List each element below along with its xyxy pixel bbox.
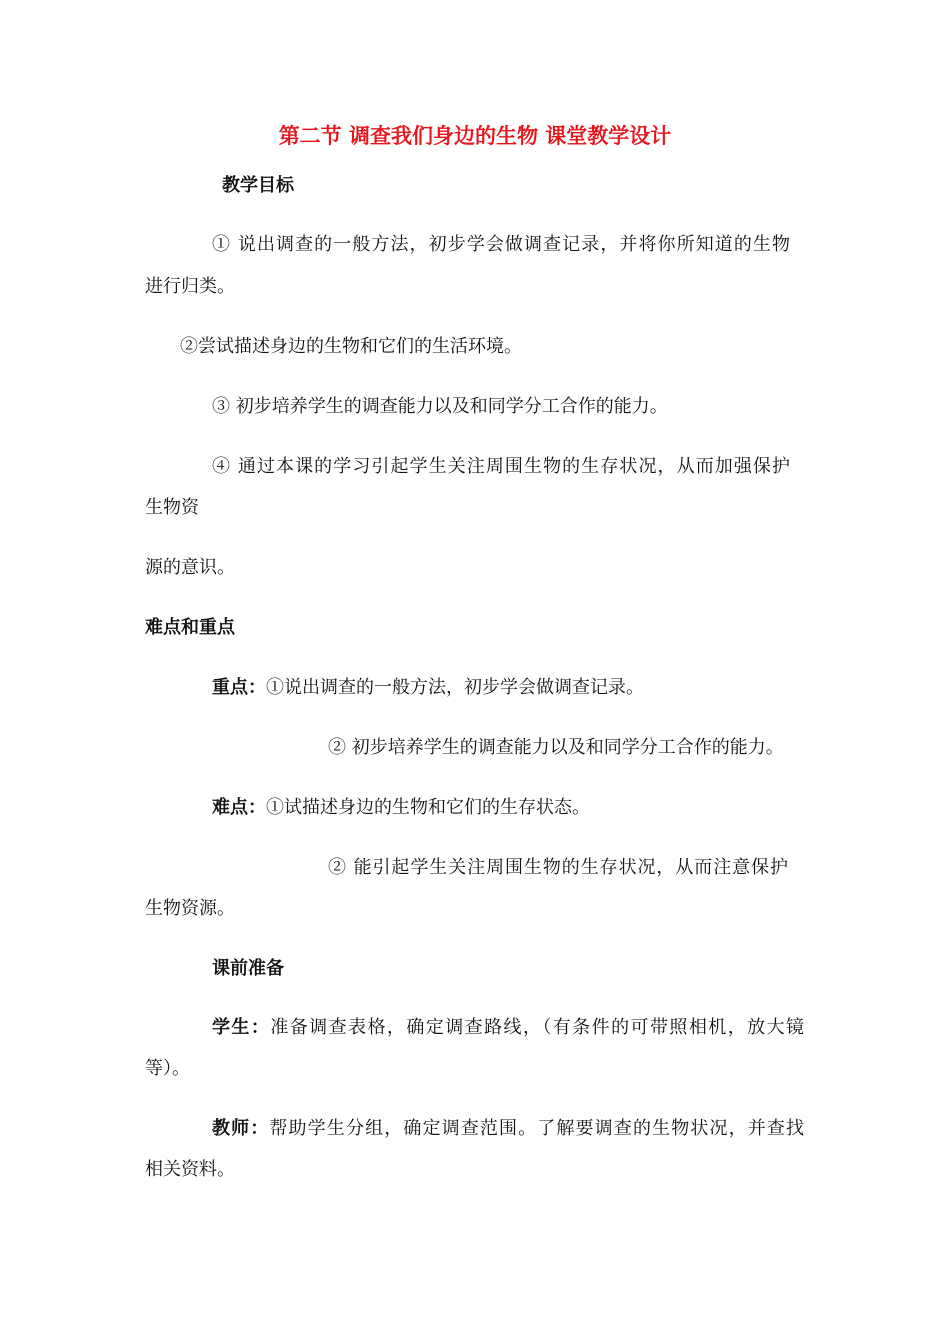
student-text-line-1: 准备调查表格，确定调查路线，（有条件的可带照相机，放大镜: [270, 1017, 805, 1038]
objectives-heading: 教学目标: [222, 175, 294, 196]
objective-1-line-1: ① 说出调查的一般方法，初步学会做调查记录，并将你所知道的生物: [212, 234, 790, 255]
objective-4-line-3: 源的意识。: [145, 557, 235, 578]
teacher-text-line-2: 相关资料。: [145, 1159, 235, 1180]
student-label: 学生：: [212, 1017, 271, 1038]
document-title: 第二节 调查我们身边的生物 课堂教学设计: [278, 124, 672, 148]
key-points-heading: 难点和重点: [145, 617, 235, 638]
preparation-heading: 课前准备: [212, 958, 284, 979]
student-row-1: [212, 1016, 804, 1040]
difficulty-item-1: ①试描述身边的生物和它们的生存状态。: [266, 797, 590, 818]
difficulty-item-2-line-2: 生物资源。: [145, 898, 235, 919]
objective-1-line-2: 进行归类。: [145, 276, 235, 297]
difficulty-row-1: [212, 796, 590, 820]
difficulty-label: 难点：: [212, 797, 266, 818]
focus-label: 重点：: [212, 677, 266, 698]
objective-3: ③ 初步培养学生的调查能力以及和同学分工合作的能力。: [212, 396, 668, 417]
student-text-line-2: 等）。: [145, 1058, 190, 1079]
objective-2: ②尝试描述身边的生物和它们的生活环境。: [180, 336, 522, 357]
focus-item-1: ①说出调查的一般方法，初步学会做调查记录。: [266, 677, 644, 698]
objective-4-line-2: 生物资: [145, 497, 199, 518]
difficulty-item-2-line-1: ② 能引起学生关注周围生物的生存状况，从而注意保护: [328, 857, 788, 878]
teacher-text-line-1: 帮助学生分组，确定调查范围。了解要调查的生物状况，并查找: [269, 1118, 805, 1139]
focus-item-2: ② 初步培养学生的调查能力以及和同学分工合作的能力。: [328, 737, 784, 758]
focus-row-1: [212, 676, 644, 700]
teacher-label: 教师：: [212, 1118, 270, 1139]
teacher-row-1: [212, 1117, 804, 1141]
objective-4-line-1: ④ 通过本课的学习引起学生关注周围生物的生存状况，从而加强保护: [212, 456, 790, 477]
